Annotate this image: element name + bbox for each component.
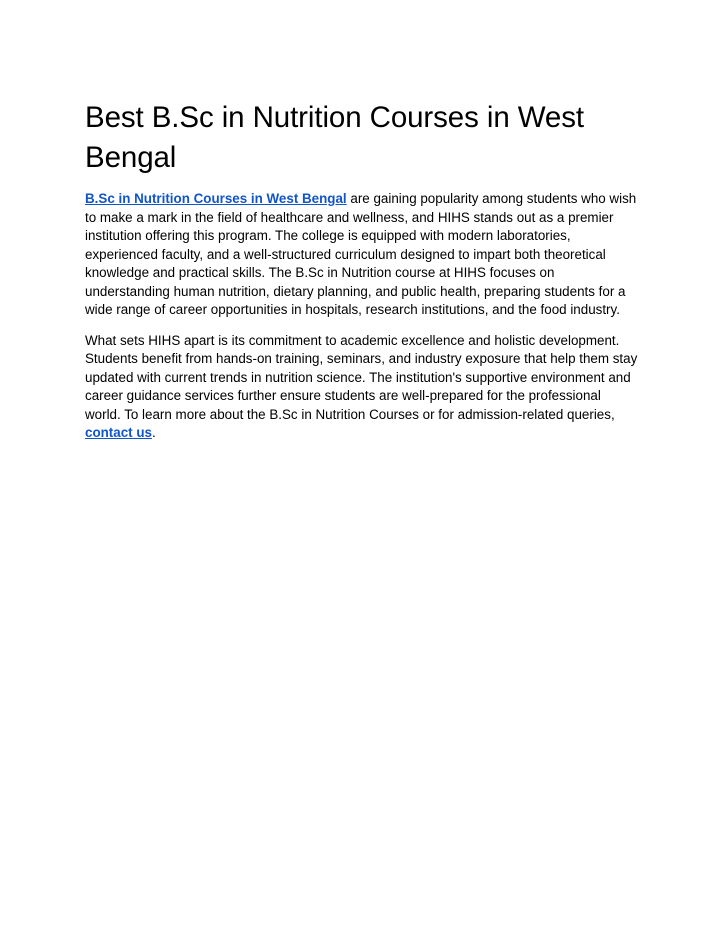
details-paragraph-text: What sets HIHS apart is its commitment to academic excellence and holistic development. Students benefit from hands-on training, seminars, and industry exposure that help them stay updated with current trends in nutrition science. The institution's supportive environment and career guidance services further ensure students are well-prepared for the professional world. To learn more about the B.Sc in Nutrition Courses or for admission-related queries, xyxy=(85,332,638,422)
intro-paragraph-text: are gaining popularity among students who wish to make a mark in the field of healthcare and wellness, and HIHS stands out as a premier institution offering this program. The college is equipped with modern laboratories, experienced faculty, and a well-structured curriculum designed to impart both theoretical knowledge and practical skills. The B.Sc in Nutrition course at HIHS focuses on understanding human nutrition, dietary planning, and public health, preparing students for a wide range of career opportunities in hospitals, research institutions, and the food industry. xyxy=(85,191,637,317)
page-title: Best B.Sc in Nutrition Courses in West Bengal xyxy=(85,101,584,174)
details-paragraph xyxy=(85,332,640,443)
intro-paragraph xyxy=(85,190,640,320)
details-paragraph-end: . xyxy=(151,425,156,440)
contact-us-link[interactable]: contact us xyxy=(85,425,152,440)
nutrition-courses-link[interactable]: B.Sc in Nutrition Courses in West Bengal xyxy=(85,191,347,206)
document-page xyxy=(85,98,640,443)
